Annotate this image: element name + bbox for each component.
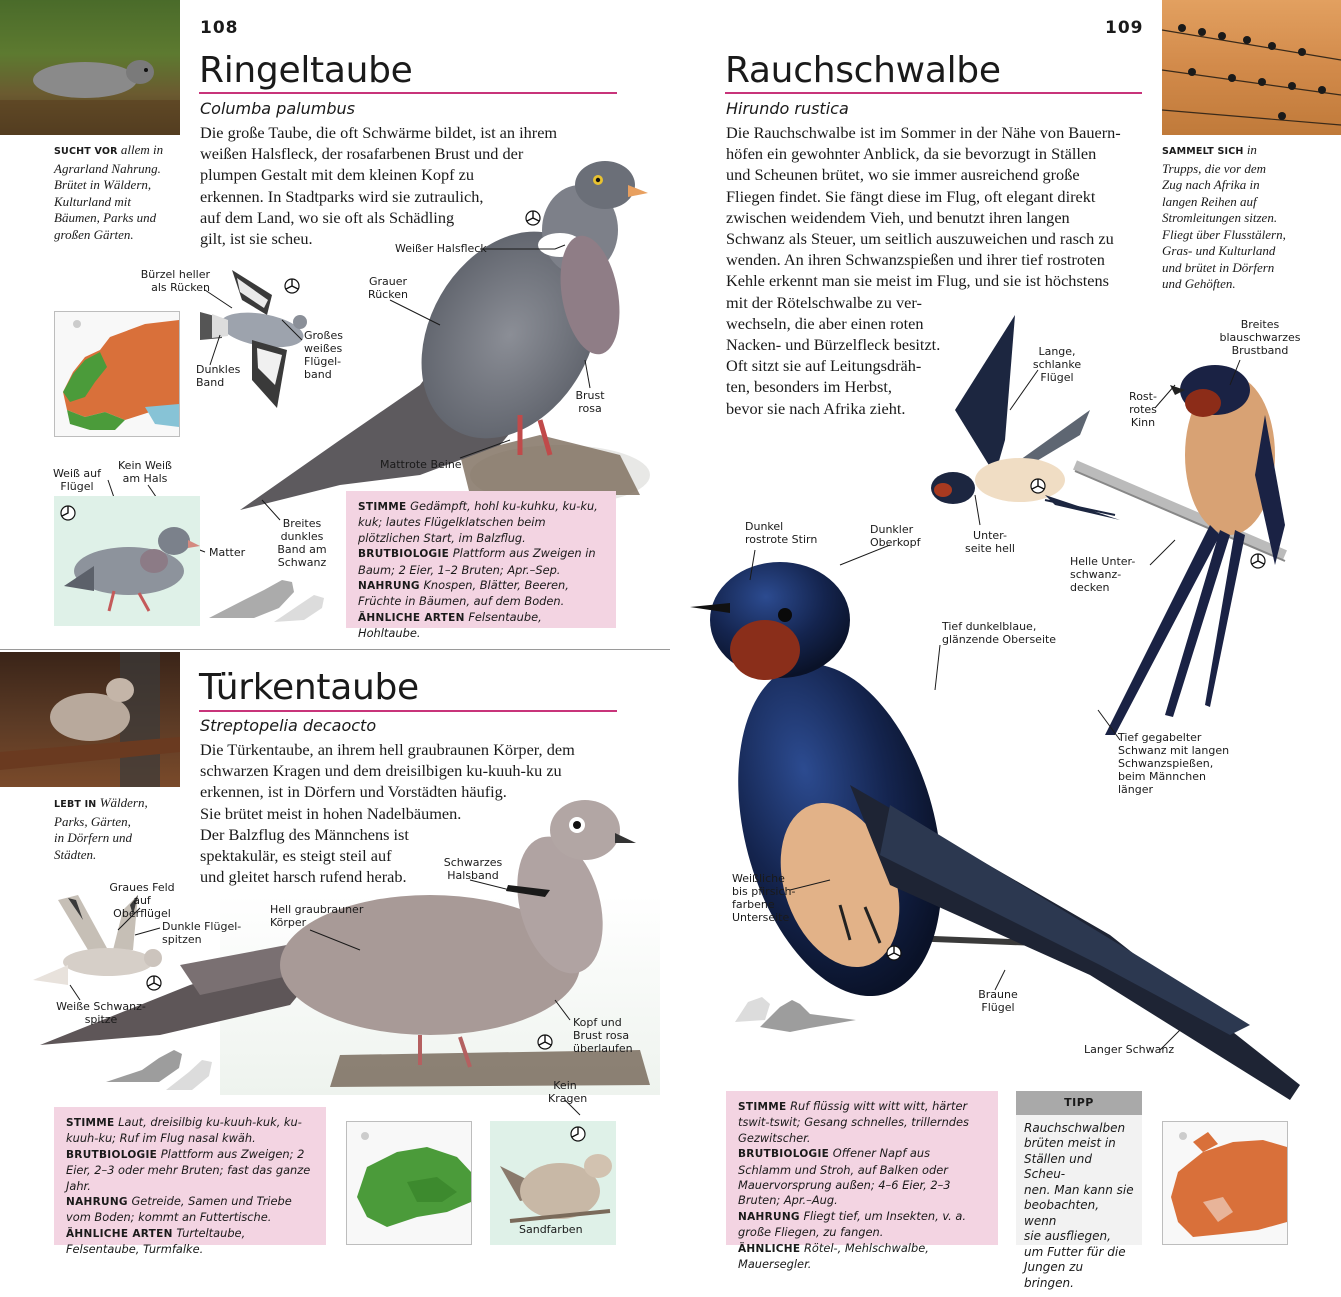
label-schwanzband: Breites dunkles Band am Schwanz [272,517,332,569]
page-number-right: 109 [1105,18,1144,38]
rauchschwalbe-title: Rauchschwalbe [725,53,1001,89]
label-lange-fluegel: Lange, schlanke Flügel [1030,345,1084,384]
label-grauer-ruecken: Grauer Rücken [360,275,416,301]
tuerkentaube-description: Die Türkentaube, an ihrem hell graubraunen Körper, dem schwarzen Kragen und dem dreisilbigen ku-kuuh-ku zu erkennen, ist in Dörfern und Vorstädten häufig. Sie brütet meist in hohen Nadelbäumen. Der Balzflug des Männchens ist spektakulär, es steigt steil auf und gleitet harsch rufend herab. [200,739,620,887]
label-weissliche-unterseite: Weißliche bis pfirsich- farbene Unterseite [732,872,795,924]
label-dunkles-band: Dunkles Band [196,363,240,389]
label-helle-unterschwanzdecken: Helle Unter- schwanz- decken [1070,555,1135,594]
label-graues-feld: Graues Feld auf Oberflügel [104,881,180,920]
tuerkentaube-latin-name: Streptopelia decaocto [200,716,376,735]
rauchschwalbe-info-box: STIMME Ruf flüssig witt witt witt, härter tswit-tswit; Gesang schnelles, trillerndes Gezwitscher. BRUTBIOLOGIE Offener Napf aus Schlamm und Stroh, auf Balken oder Mauervorsprung außen; 4–6 Eier, 2–3 Bruten; Apr.–Aug. NAHRUNG Fliegt tief, um Insekten, v. a. große Fliegen, zu fangen. ÄHNLICHE Rötel-, Mehlschwalbe, Mauersegler. [726,1091,998,1245]
label-dunkler-oberkopf: Dunkler Oberkopf [870,523,921,549]
label-sandfarben: Sandfarben [519,1223,583,1236]
ringeltaube-latin-name: Columba palumbus [200,99,355,118]
tipp-text: Rauchschwalben brüten meist in Ställen und Scheu- nen. Man kann sie beobachten, wenn sie ausfliegen, um Futter für die Jungen zu bringen. [1016,1115,1142,1297]
label-brust-rosa: Brust rosa [572,389,608,415]
rauchschwalbe-leader-lines [680,300,1341,1080]
page-number-left: 108 [200,18,239,38]
label-schwarzes-halsband: Schwarzes Halsband [443,856,503,882]
label-buerzel: Bürzel heller als Rücken [130,268,210,294]
tipp-heading: TIPP [1016,1091,1142,1115]
label-gegabelter-schwanz: Tief gegabelter Schwanz mit langen Schwanzspießen, beim Männchen länger [1118,731,1229,796]
ringeltaube-title: Ringeltaube [199,53,413,89]
label-kopf-brust-rosa: Kopf und Brust rosa überlaufen [573,1016,633,1055]
ringeltaube-info-box: STIMME Gedämpft, hohl ku-kuhku, ku-ku, kuk; lautes Flügelklatschen beim plötzlichen Start, im Balzflug. BRUTBIOLOGIE Plattform aus Zweigen in Baum; 2 Eier, 1–2 Bruten; Apr.–Sep. NAHRUNG Knospen, Blätter, Beeren, Früchte in Bäumen, auf dem Boden. ÄHNLICHE ARTEN Felsentaube, Hohltaube. [346,491,616,628]
label-weisser-halsfleck: Weißer Halsfleck [395,242,487,255]
rauchschwalbe-habitat-note: SAMMELT SICH in Trupps, die vor dem Zug nach Afrika in langen Reihen auf Stromleitungen sitzen. Fliegt über Flusstälern, Gras- und Kulturland und brütet in Dörfern und Gehöften. [1162,142,1312,293]
tuerkentaube-range-map [346,1121,472,1245]
label-rostrote-stirn: Dunkel rostrote Stirn [745,520,817,546]
label-matter: Matter [209,546,245,559]
label-langer-schwanz: Langer Schwanz [1084,1043,1174,1056]
rauchschwalbe-thumbnail-photo [1162,0,1341,135]
label-rostrotes-kinn: Rost- rotes Kinn [1128,390,1158,429]
tuerkentaube-title: Türkentaube [199,670,419,706]
label-weisse-schwanzspitze: Weiße Schwanz- spitze [56,1000,146,1026]
label-kein-kragen: Kein Kragen [548,1079,582,1105]
rauchschwalbe-latin-name: Hirundo rustica [726,99,849,118]
label-dunkle-fluegelspitzen: Dunkle Flügel- spitzen [162,920,241,946]
label-kein-weiss: Kein Weiß am Hals [112,459,178,485]
ringeltaube-description: Die große Taube, die oft Schwärme bildet, ist an ihrem weißen Halsfleck, der rosafarbenen Brust und der plumpen Gestalt mit dem kleinen Kopf zu erkennen. In Stadtparks wird sie zutraulich, auf dem Land, wo sie oft als Schädling gilt, ist sie scheu. [200,122,620,249]
tuerkentaube-habitat-note: LEBT IN Wäldern, Parks, Gärten, in Dörfern und Städten. [54,795,184,863]
tuerkentaube-size-silhouettes [104,1040,224,1095]
label-breites-brustband: Breites blauschwarzes Brustband [1215,318,1305,357]
tipp-box [1016,1091,1142,1245]
label-weiss-auf-fluegel: Weiß auf Flügel [50,467,104,493]
rauchschwalbe-title-rule [725,92,1142,94]
label-fluegelband: Großes weißes Flügel- band [304,329,343,381]
ringeltaube-habitat-note: SUCHT VOR allem in Agrarland Nahrung. Brütet in Wäldern, Kulturland mit Bäumen, Parks und großen Gärten. [54,142,184,243]
rauchschwalbe-range-map [1162,1121,1288,1245]
rauchschwalbe-description: Die Rauchschwalbe ist im Sommer in der Nähe von Bauern- höfen ein gewohnter Anblick, da sie bevorzugt in Ställen und Scheunen brütet, wo sie immer ausreichend große Fliegen findet. Sie fängt diese im Flug, oft elegant direkt zwischen weidendem Vieh, und benutzt ihren langen Schwanz als Steuer, um seitlich auszuweichen und rasch zu wenden. An ihren Schwanzspießen und ihrer tief rostroten Kehle erkennt man sie meist im Flug, und sie ist höchstens mit der Rötelschwalbe zu ver- wechseln, die aber einen roten Nacken- und Bürzelfleck besitzt. Oft sitzt sie auf Leitungsdräh- ten, besonders im Herbst, bevor sie nach Afrika zieht. [726,122,1146,419]
label-hell-graubrauner-koerper: Hell graubrauner Körper [270,903,363,929]
label-unterseite-hell: Unter- seite hell [960,529,1020,555]
tuerkentaube-info-box: STIMME Laut, dreisilbig ku-kuuh-kuk, ku-kuuh-ku; Ruf im Flug nasal kwäh. BRUTBIOLOGIE Plattform aus Zweigen; 2 Eier, 2–3 oder mehr Bruten; fast das ganze Jahr. NAHRUNG Getreide, Samen und Triebe vom Boden; kommt an Futtertische. ÄHNLICHE ARTEN Turteltaube, Felsentaube, Turmfalke. [54,1107,326,1245]
label-mattrote-beine: Mattrote Beine [380,458,462,471]
rauchschwalbe-size-silhouettes [730,992,860,1037]
label-dunkelblaue-oberseite: Tief dunkelblaue, glänzende Oberseite [942,620,1056,646]
size-comparison-icon-4 [570,1126,586,1142]
label-braune-fluegel: Braune Flügel [970,988,1026,1014]
